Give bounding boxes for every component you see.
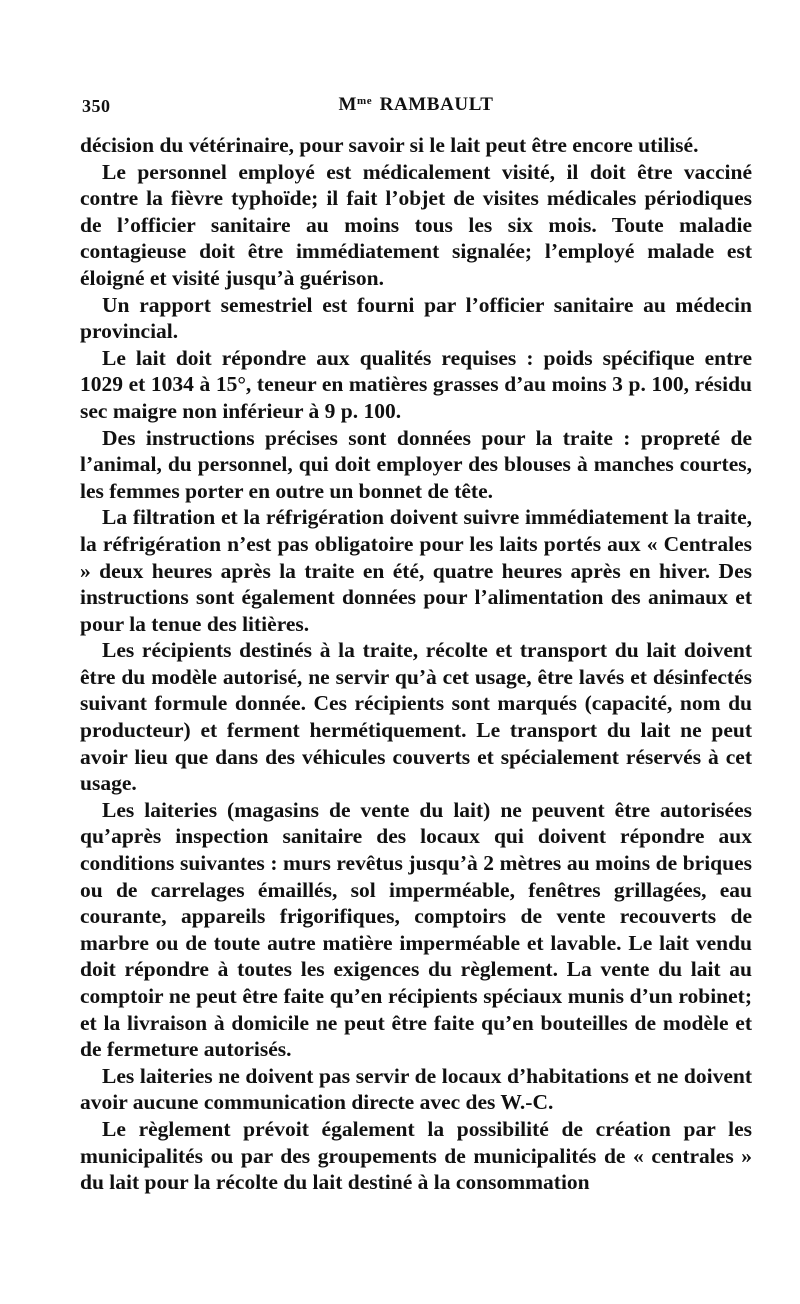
title-superscript: me	[357, 95, 373, 107]
paragraph: Le lait doit répondre aux qualités requises : poids spécifique entre 1029 et 1034 à 15°, teneur en matières grasses d’au moins 3 p. 100, résidu sec maigre non inférieur à 9 p. 100.	[80, 345, 752, 423]
running-title	[80, 94, 752, 116]
paragraph: Le personnel employé est médicalement visité, il doit être vacciné contre la fièvre typhoïde; il fait l’objet de visites médicales périodiques de l’officier sanitaire au moins tous les six mois. Toute maladie contagieuse doit être immédiatement signalée; l’employé malade est éloigné et visité jusqu’à guérison.	[80, 159, 752, 290]
title-name: RAMBAULT	[379, 94, 494, 115]
page-header	[80, 92, 752, 132]
paragraph: Des instructions précises sont données pour la traite : propreté de l’animal, du personnel, qui doit employer des blouses à manches courtes, les femmes porter en outre un bonnet de tête.	[80, 425, 752, 503]
body-text	[80, 132, 752, 1196]
page-number: 350	[82, 96, 111, 116]
paragraph: Les laiteries (magasins de vente du lait) ne peuvent être autorisées qu’après inspection sanitaire des locaux qui doivent répondre aux conditions suivantes : murs revêtus jusqu’à 2 mètres au moins de briques ou de carrelages émaillés, sol imperméable, fenêtres grillagées, eau courante, appareils frigorifiques, comptoirs de vente recouverts de marbre ou de toute autre matière imperméable et lavable. Le lait vendu doit répondre à toutes les exigences du règlement. La vente du lait au comptoir ne peut être faite qu’en récipients spéciaux munis d’un robinet; et la livraison à domicile ne peut être faite qu’en bouteilles de modèle et de fermeture autorisés.	[80, 797, 752, 1062]
paragraph: Les laiteries ne doivent pas servir de locaux d’habitations et ne doivent avoir aucune communication directe avec des W.-C.	[80, 1063, 752, 1115]
paragraph: Le règlement prévoit également la possibilité de création par les municipalités ou par des groupements de municipalités de « centrales » du lait pour la récolte du lait destiné à la consommation	[80, 1116, 752, 1195]
paragraph: Un rapport semestriel est fourni par l’officier sanitaire au médecin provincial.	[80, 292, 752, 344]
paragraph: La filtration et la réfrigération doivent suivre immédiatement la traite, la réfrigération n’est pas obligatoire pour les laits portés aux « Centrales » deux heures après la traite en été, quatre heures après en hiver. Des instructions sont également données pour l’alimentation des animaux et pour la tenue des litières.	[80, 505, 752, 636]
title-prefix: M	[338, 94, 358, 115]
paragraph: décision du vétérinaire, pour savoir si le lait peut être encore utilisé.	[80, 133, 699, 157]
paragraph: Les récipients destinés à la traite, récolte et transport du lait doivent être du modèle autorisé, ne servir qu’à cet usage, être lavés et désinfectés suivant formule donnée. Ces récipients sont marqués (capacité, nom du producteur) et ferment hermétiquement. Le transport du lait ne peut avoir lieu que dans des véhicules couverts et spécialement réservés à cet usage.	[80, 638, 752, 796]
book-page	[80, 92, 752, 1196]
